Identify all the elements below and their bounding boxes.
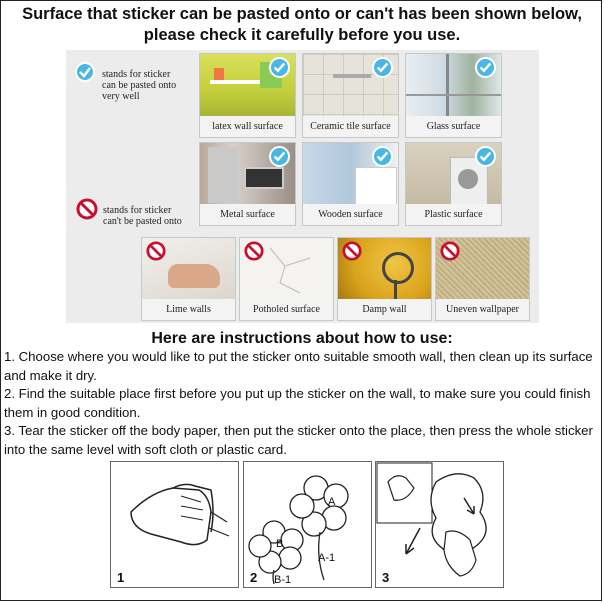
legend-cannot-paste: stands for sticker can't be pasted onto: [103, 205, 182, 227]
flower-label: A: [328, 496, 336, 508]
check-icon: [475, 146, 496, 167]
surface-label: Lime walls: [142, 299, 235, 320]
check-icon: [475, 57, 496, 78]
surface-label: Ceramic tile surface: [303, 116, 398, 137]
title-line-1: Surface that sticker can be pasted onto or can't has been shown below,: [22, 5, 582, 23]
surface-tile-lime: [141, 237, 236, 321]
legend-can-paste: stands for sticker can be pasted onto very well: [102, 69, 177, 102]
surface-tile-potholed: [239, 237, 334, 321]
surface-label: Plastic surface: [406, 204, 501, 225]
prohibited-icon: [146, 241, 166, 261]
instruction-step: 3. Tear the sticker off the body paper, then put the sticker onto the place, then press the whole sticker into the same level with soft cloth or plastic card.: [4, 423, 593, 457]
illustration-step-1: [110, 461, 239, 588]
surface-label: Uneven wallpaper: [436, 299, 529, 320]
check-icon: [269, 57, 290, 78]
surface-tile-latex: [199, 53, 296, 138]
instruction-step: 1. Choose where you would like to put the sticker onto suitable smooth wall, then clean up its surface and make it dry.: [4, 349, 593, 383]
surface-tile-ceramic: [302, 53, 399, 138]
surface-tile-uneven: [435, 237, 530, 321]
surface-tile-metal: [199, 142, 296, 226]
surface-tile-glass: [405, 53, 502, 138]
flower-label: A-1: [318, 552, 336, 564]
page-title: [0, 4, 604, 46]
surface-tile-wooden: [302, 142, 399, 226]
flower-label: B-1: [274, 574, 292, 586]
press-sticker-icon: [376, 462, 503, 587]
prohibited-icon: [440, 241, 460, 261]
illustration-number: 1: [117, 570, 125, 585]
surface-label: Potholed surface: [240, 299, 333, 320]
illustration-step-3: [375, 461, 504, 588]
surface-label: Metal surface: [200, 204, 295, 225]
check-icon: [372, 57, 393, 78]
prohibited-icon: [342, 241, 362, 261]
prohibited-icon: [244, 241, 264, 261]
check-icon: [372, 146, 393, 167]
illustration-number: 2: [250, 570, 258, 585]
hand-cloth-icon: [111, 462, 238, 587]
surface-label: Damp wall: [338, 299, 431, 320]
surface-tile-plastic: [405, 142, 502, 226]
surface-label: Glass surface: [406, 116, 501, 137]
surface-panel: [66, 50, 539, 323]
instructions-list: [4, 348, 600, 459]
instruction-step: 2. Find the suitable place first before you put up the sticker on the wall, to make sure you could finish them in good condition.: [4, 386, 591, 420]
prohibited-icon: [76, 198, 96, 218]
surface-label: Wooden surface: [303, 204, 398, 225]
flower-sticker-icon: [244, 462, 371, 587]
flower-label: B: [276, 538, 284, 550]
check-icon: [75, 62, 95, 82]
instructions-heading: Here are instructions about how to use:: [151, 330, 453, 347]
surface-tile-damp: [337, 237, 432, 321]
illustration-number: 3: [382, 570, 390, 585]
surface-label: latex wall surface: [200, 116, 295, 137]
check-icon: [269, 146, 290, 167]
title-line-2: please check it carefully before you use.: [143, 26, 461, 44]
illustration-step-2: [243, 461, 372, 588]
